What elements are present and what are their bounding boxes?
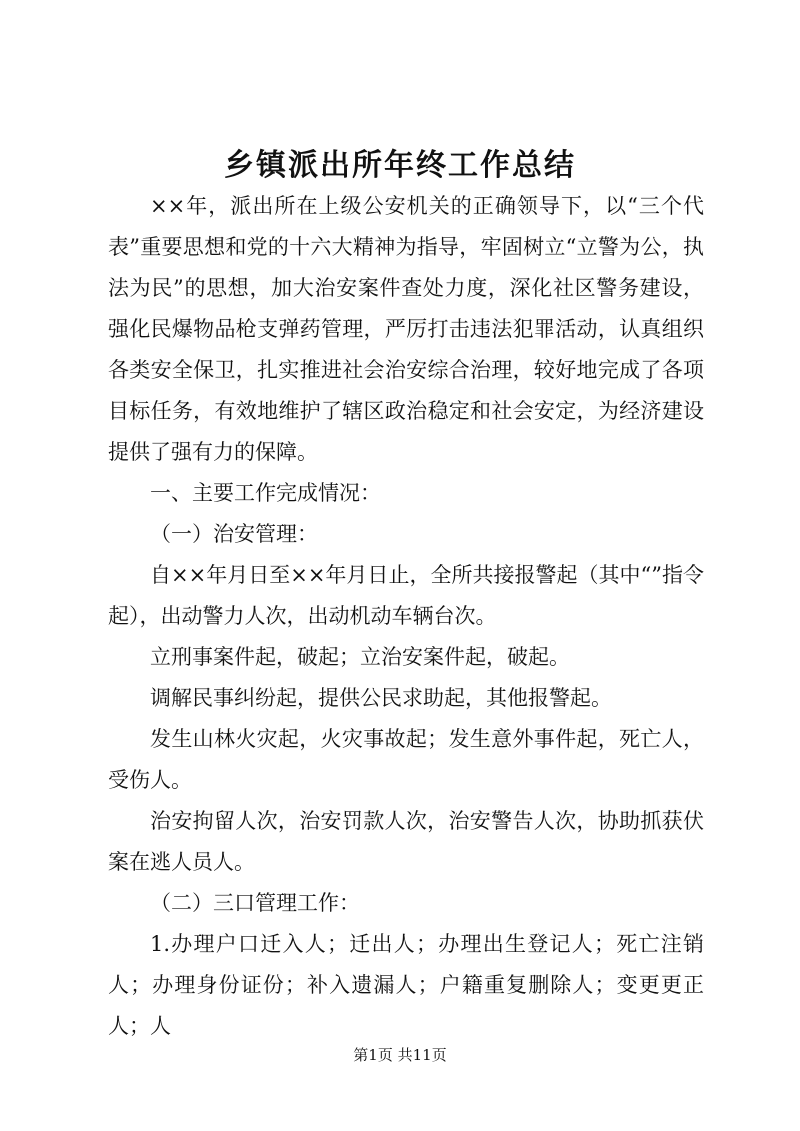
document-title: 乡镇派出所年终工作总结 [224,148,576,183]
subsection-heading-household: （二）三口管理工作： [150,891,360,915]
page-footer: 第1页 共11页 [353,1046,447,1064]
subsection-heading-public-security: （一）治安管理： [150,522,318,546]
document-body [108,186,704,1047]
paragraph-fire-stats: 发生山林火灾起，火灾事故起；发生意外事件起，死亡人，受伤人。 [108,727,704,792]
paragraph-alarm-stats: 自××年月日至××年月日止，全所共接报警起（其中“”指令起），出动警力人次，出动机动车辆台次。 [108,563,704,628]
paragraph-case-stats: 立刑事案件起，破起；立治安案件起，破起。 [150,645,570,669]
paragraph-household-stats: 1.办理户口迁入人；迁出人；办理出生登记人；死亡注销人；办理身份证份；补入遗漏人；户籍重复删除人；变更更正人；人 [108,932,704,1038]
paragraph-intro: ××年，派出所在上级公安机关的正确领导下，以“三个代表”重要思想和党的十六大精神为指导，牢固树立“立警为公，执法为民”的思想，加大治安案件查处力度，深化社区警务建设，强化民爆物品枪支弹药管理，严厉打击违法犯罪活动，认真组织各类安全保卫，扎实推进社会治安综合治理，较好地完成了各项目标任务，有效地维护了辖区政治稳定和社会安定，为经济建设提供了强有力的保障。 [108,194,704,464]
section-heading-main-work: 一、主要工作完成情况： [150,481,381,505]
paragraph-detention-stats: 治安拘留人次，治安罚款人次，治安警告人次，协助抓获伏案在逃人员人。 [108,809,704,874]
paragraph-dispute-stats: 调解民事纠纷起，提供公民求助起，其他报警起。 [150,686,612,710]
